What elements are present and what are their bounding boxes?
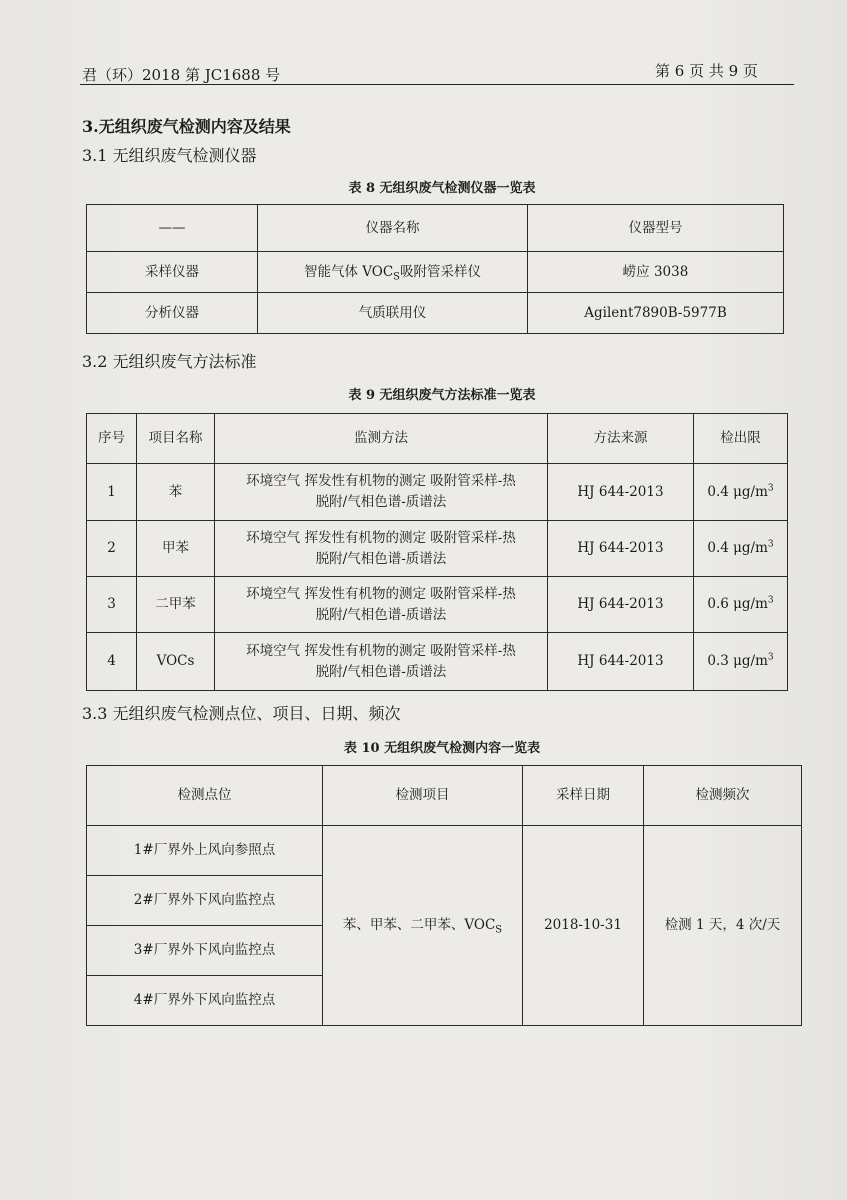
header-cell: 监测方法: [215, 414, 548, 464]
monitoring-method: 环境空气 挥发性有机物的测定 吸附管采样-热 脱附/气相色谱-质谱法: [215, 521, 548, 577]
superscript: 3: [767, 483, 774, 493]
items-text: 苯、甲苯、二甲苯、VOC: [342, 917, 496, 933]
item-name: 甲苯: [137, 521, 215, 577]
monitoring-frequency: 检测 1 天，4 次/天: [644, 826, 802, 1026]
detection-limit: [694, 521, 788, 577]
instrument-name-text: 智能气体 VOC: [303, 263, 394, 280]
monitoring-content-table: [86, 765, 802, 1026]
table-10-caption: 表 10 无组织废气检测内容一览表: [343, 741, 541, 756]
row-number: 3: [87, 577, 137, 633]
instrument-type-cell: 采样仪器: [87, 252, 258, 293]
monitoring-items: [323, 826, 523, 1026]
row-number: 1: [87, 464, 137, 521]
method-standard-table: [86, 413, 788, 691]
limit-value: 0.6 μg/m: [707, 596, 768, 612]
item-name: VOCs: [137, 633, 215, 691]
instrument-name-cell: [258, 293, 528, 334]
table-row: [87, 464, 788, 521]
header-cell: 序号: [87, 414, 137, 464]
monitoring-method: 环境空气 挥发性有机物的测定 吸附管采样-热 脱附/气相色谱-质谱法: [215, 577, 548, 633]
table-header-row: [87, 766, 802, 826]
item-name: 苯: [137, 464, 215, 521]
table-row: [87, 521, 788, 577]
table-row: [87, 293, 784, 334]
monitoring-point: 3#厂界外下风向监控点: [87, 926, 323, 976]
monitoring-point: 2#厂界外下风向监控点: [87, 876, 323, 926]
detection-limit: [694, 577, 788, 633]
monitoring-point: 4#厂界外下风向监控点: [87, 976, 323, 1026]
method-source: HJ 644-2013: [548, 464, 694, 521]
table-header-row: [87, 414, 788, 464]
instrument-model-cell: Agilent7890B-5977B: [528, 293, 784, 334]
superscript: 3: [767, 539, 774, 550]
method-source: HJ 644-2013: [548, 521, 694, 577]
limit-value: 0.4 μg/m: [707, 540, 768, 556]
header-cell: 采样日期: [523, 766, 644, 826]
instrument-name-suffix: 吸附管采样仪: [400, 263, 482, 280]
instrument-name-cell: [258, 252, 528, 293]
header-cell: 检测项目: [323, 766, 523, 826]
subscript: S: [495, 924, 503, 936]
header-cell: 检测频次: [644, 766, 802, 826]
superscript: 3: [767, 595, 774, 606]
table-row: [87, 252, 784, 293]
header-cell: 仪器名称: [258, 205, 528, 252]
table-header-row: [87, 205, 784, 252]
report-number: 君（环）2018 第 JC1688 号: [82, 66, 281, 84]
monitoring-method: 环境空气 挥发性有机物的测定 吸附管采样-热 脱附/气相色谱-质谱法: [215, 464, 548, 521]
instrument-type-cell: 分析仪器: [87, 293, 258, 334]
subsection-3-2-heading: 3.2 无组织废气方法标准: [82, 352, 257, 371]
subsection-3-1-heading: 3.1 无组织废气检测仪器: [82, 146, 257, 165]
detection-limit: [694, 464, 788, 521]
header-cell: ——: [87, 205, 258, 252]
monitoring-point: 1#厂界外上风向参照点: [87, 826, 323, 876]
header-cell: 仪器型号: [528, 205, 784, 252]
monitoring-method: 环境空气 挥发性有机物的测定 吸附管采样-热 脱附/气相色谱-质谱法: [215, 633, 548, 691]
row-number: 4: [87, 633, 137, 691]
header-cell: 检出限: [694, 414, 788, 464]
header-cell: 项目名称: [137, 414, 215, 464]
instrument-name-text: 气质联用仪: [358, 304, 427, 321]
header-cell: 检测点位: [87, 766, 323, 826]
subsection-3-3-heading: 3.3 无组织废气检测点位、项目、日期、频次: [82, 704, 401, 723]
instrument-model-cell: 崂应 3038: [528, 252, 784, 293]
row-number: 2: [87, 521, 137, 577]
limit-value: 0.4 μg/m: [707, 483, 768, 500]
limit-value: 0.3 μg/m: [707, 653, 768, 669]
subscript: S: [393, 271, 401, 283]
table-row: [87, 633, 788, 691]
superscript: 3: [767, 652, 774, 663]
header-divider: [80, 84, 794, 85]
table-8-caption: 表 8 无组织废气检测仪器一览表: [348, 181, 536, 196]
header-cell: 方法来源: [548, 414, 694, 464]
table-9-caption: 表 9 无组织废气方法标准一览表: [348, 388, 536, 403]
table-row: [87, 826, 802, 876]
page-indicator: 第 6 页 共 9 页: [655, 62, 758, 80]
section-title: 3.无组织废气检测内容及结果: [82, 117, 291, 136]
sampling-date: 2018-10-31: [523, 826, 644, 1026]
instrument-table: [86, 204, 784, 334]
method-source: HJ 644-2013: [548, 633, 694, 691]
method-source: HJ 644-2013: [548, 577, 694, 633]
detection-limit: [694, 633, 788, 691]
table-row: [87, 577, 788, 633]
item-name: 二甲苯: [137, 577, 215, 633]
